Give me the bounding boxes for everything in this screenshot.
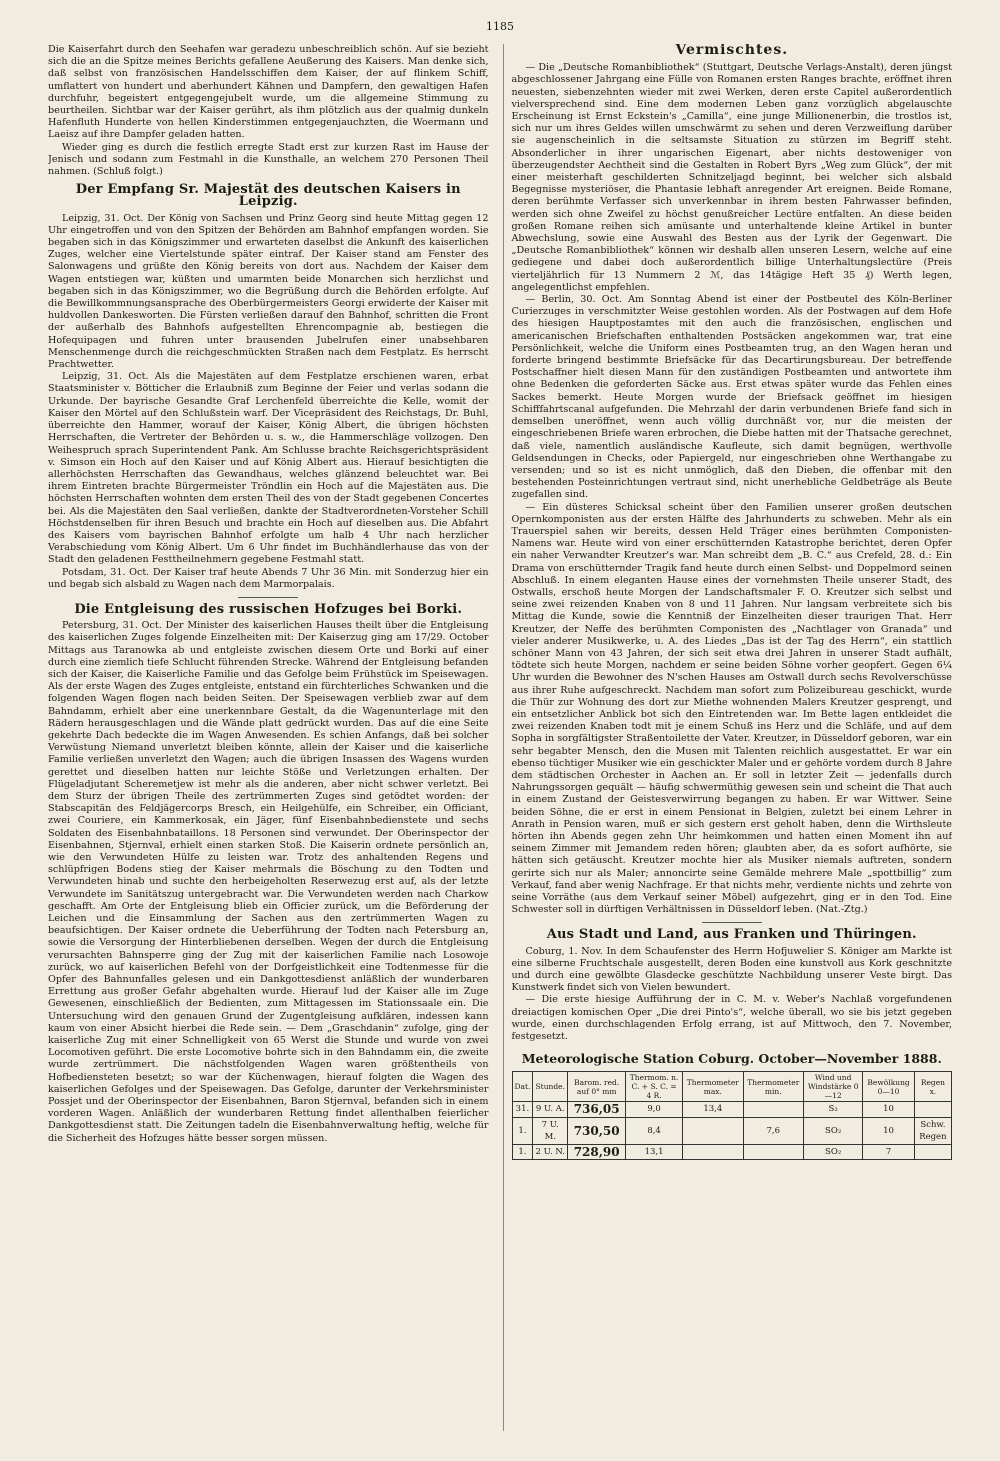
table-header: Thermometer min. [743, 1072, 803, 1102]
headline-borki: Die Entgleisung des russischen Hofzuges bei Borki. [74, 601, 463, 617]
table-row [512, 1102, 952, 1117]
article-paragraph: — Die „Deutsche Romanbibliothek“ (Stuttgart, Deutsche Verlags-Anstalt), deren jüngst abgeschlossener Jahrgang eine Fülle von Romanen ersten Ranges brachte, eröffnet ihren neuesten, siebenzehnten wieder mit zwei Werken, deren erste Capitel außerordentlich vielversprechend sind. Eine dem modernen Leben ganz vorzüglich abgelauschte Erscheinung ist Ernst Eckstein's „Camilla“, eine junge Millionenerbin, die trostlos ist, sich nur um ihres Geldes willen umschwärmt zu sehen und deren Verzweiflung darüber sie augenscheinlich in die seltsamste Situation zu stürzen im Begriff steht. Absonderlicher in ihrer ungarischen Eigenart, aber nichts destoweniger von überzeugendster Aechtheit sind die Gestalten in Robert Byrs „Weg zum Glück“, der mit einer meisterhaft geschilderten Schnitzeljagd beginnt, bei welcher sich alsbald Begegnisse mysteriöser, die Phantasie lebhaft anregender Art ereignen. Beide Romane, deren berühmte Verfasser sich unverkennbar in ihrem besten Fahrwasser befinden, werden sich ohne Zweifel zu höchst genußreicher Lectüre entfalten. An diese beiden großen Romane reihen sich amüsante und unterhaltende kleine Artikel in bunter Abwechslung, sowie eine Auswahl des Besten aus der Lyrik der Gegenwart. Die „Deutsche Romanbibliothek“ können wir deshalb allen unseren Lesern, welche auf eine gediegene und dabei doch außerordentlich billige Unterhaltungslectüre (Preis vierteljährlich für 13 Nummern 2 ℳ, das 14tägige Heft 35 ₰) Werth legen, angelegentlichst empfehlen. [511, 62, 952, 293]
table-header: Bewölkung 0—10 [863, 1072, 914, 1102]
table-header: Regen x. [914, 1072, 951, 1102]
table-cell: 1. [512, 1145, 533, 1160]
table-cell: 736,05 [568, 1102, 626, 1117]
article-paragraph: Leipzig, 31. Oct. Der König von Sachsen und Prinz Georg sind heute Mittag gegen 12 Uhr eingetroffen und von den Spitzen der Behörden am Bahnhof empfangen worden. Sie begaben sich in das Königszimmer und erwarteten daselbst die Ankunft des kaiserlichen Zuges, welcher eine Viertelstunde später eintraf. Der Kaiser stand am Fenster des Salonwagens und grüßte den König bereits von dort aus. Nachdem der Kaiser dem Wagen entstiegen war, küßten und umarmten beide Monarchen sich herzlichst und begaben sich in das Königszimmer, wo die Begrüßung durch die Behörden erfolgte. Auf die Bewillkommnungsansprache des Oberbürgermeisters Georgi erwiderte der Kaiser mit huldvollen Dankesworten. Die Fürsten verließen darauf den Bahnhof, schritten die Front der außerhalb des Bahnhofs aufgestellten Ehrencompagnie ab, bestiegen die Hofequipagen und fuhren unter brausenden Jubelrufen einer unabsehbaren Menschenmenge durch die reichgeschmückten Straßen nach dem Festplatz. Es herrscht Prachtwetter. [48, 212, 489, 371]
table-cell [683, 1145, 744, 1160]
table-cell: 7 U. M. [533, 1117, 568, 1144]
table-header: Dat. [512, 1072, 533, 1102]
table-header: Wind und Windstärke 0—12 [803, 1072, 862, 1102]
divider [238, 597, 298, 598]
columns [48, 44, 952, 1431]
table-cell [743, 1102, 803, 1117]
table-header: Thermometer max. [683, 1072, 744, 1102]
table-cell: 13,1 [626, 1145, 683, 1160]
table-cell: 9 U. A. [533, 1102, 568, 1117]
table-cell: 31. [512, 1102, 533, 1117]
table-cell: 7 [863, 1145, 914, 1160]
weather-table-title: Meteorologische Station Coburg. October—November 1888. [521, 1051, 942, 1067]
article-paragraph: Petersburg, 31. Oct. Der Minister des kaiserlichen Hauses theilt über die Entgleisung des kaiserlichen Zuges folgende Einzelheiten mit: Der Kaiserzug ging am 17/29. October Mittags aus Taranowka ab und entgleiste zwischen diesem Orte und Borki auf einer durch eine ziemlich tiefe Schlucht führenden Strecke. Während der Entgleisung befanden sich der Kaiser, die Kaiserliche Familie und das Gefolge beim Frühstück im Speisewagen. Als der erste Wagen des Zuges entgleiste, entstand ein fürchterliches Schwanken und die folgenden Wagen flogen nach beiden Seiten. Der Speisewagen verblieb zwar auf dem Bahndamm, erhielt aber eine unerkennbare Gestalt, da die Wagenunterlage mit den Rädern herausgeschlagen und die Wände platt gedrückt wurden. Das auf die eine Seite gekehrte Dach bedeckte die im Wagen Anwesenden. Es schien Anfangs, daß bei solcher Verwüstung Niemand unverletzt bleiben könnte, allein der Kaiser und die kaiserliche Familie verließen unverletzt den Wagen; auch die übrigen Insassen des Wagens wurden gerettet und dieselben hatten nur leichte Stöße und Verletzungen erhalten. Der Flügeladjutant Scheremetjew ist mehr als die anderen, aber nicht schwer verletzt. Bei dem Sturz der übrigen Theile des zertrümmerten Zuges sind getödtet worden: der Stabscapitän des Feldjägercorps Bresch, ein Heilgehülfe, ein Schreiber, ein Officiant, zwei Couriere, ein Kammerkosak, ein Jäger, fünf Eisenbahnbedienstete und sechs Soldaten des Eisenbahnbataillons. 18 Personen sind verwundet. Der Oberinspector der Eisenbahnen, Stjernval, erhielt einen starken Stoß. Die Kaiserin ordnete persönlich an, wie den Verwundeten Hülfe zu leisten war. Trotz des anhaltenden Regens und schlüpfrigen Bodens stieg der Kaiser mehrmals die Böschung zu den Todten und Verwundeten hinab und suchte den herbeigeholten Reserwezug erst auf, als der letzte Verwundete im Sanitätszug untergebracht war. Die Verwundeten werden nach Charkow geschafft. Am Orte der Entgleisung blieb ein Officier zurück, um die Beförderung der Leichen und die Einsammlung der Sachen aus den zertrümmerten Wagen zu beaufsichtigen. Der Kaiser ordnete die Ueberführung der Todten nach Petersburg an, sowie die Versorgung der Hinterbliebenen derselben. Wegen der durch die Entgleisung verursachten Bahnsperre ging der Zug mit der kaiserlichen Familie nach Losowoje zurück, wo auf kaiserlichen Befehl von der Dorfgeistlichkeit eine Todtenmesse für die Opfer des Bahnunfalles gelesen und ein Dankgottesdienst anläßlich der wunderbaren Errettung aus großer Gefahr abgehalten wurde. Hierauf lud der Kaiser alle im Zuge Gewesenen, einschließlich der Bedienten, zum Mittagessen im Stationssaale ein. Die Untersuchung wird den genauen Grund der Zugentgleisung aufklären, indessen kann kaum von einer Absicht hierbei die Rede sein. — Dem „Graschdanin“ zufolge, ging der kaiserliche Zug mit einer Schnelligkeit von 65 Werst die Stunde und wurde von zwei Locomotiven geführt. Die erste Locomotive bohrte sich in den Bahndamm ein, die zweite wurde zertrümmert. Die nächstfolgenden Wagen waren größtentheils von Hofbediensteten besetzt; so war der Küchenwagen, hierauf folgten die Wagen des kaiserlichen Gefolges und der Speisewagen. Das Gefolge, darunter der Verkehrsminister Possjet und der Oberinspector der Eisenbahnen, Baron Stjernval, befanden sich in einem vorderen Wagen. Anläßlich der wunderbaren Rettung findet allenthalben feierlicher Dankgottesdienst statt. Die Zeitungen tadeln die Eisenbahnverwaltung heftig, welche für die Sicherheit des Hofzuges hätte besser sorgen müssen. [48, 620, 489, 1144]
article-paragraph: — Ein düsteres Schicksal scheint über den Familien unserer großen deutschen Opernkomponisten aus der ersten Hälfte des Jahrhunderts zu schweben. Mehr als ein Trauerspiel sahen wir bereits, dessen Held Träger eines berühmten Componisten-Namens war. Heute wird von einer erschütternden Katastrophe berichtet, deren Opfer ein naher Verwandter Kreutzer's war. Man schreibt dem „B. C.“ aus Crefeld, 28. d.: Ein Drama von erschütternder Tragik fand heute durch einen Selbst- und Doppelmord seinen Abschluß. In einem eleganten Hause eines der vornehmsten Theile unserer Stadt, des Ostwalls, erschoß heute Morgen der Landschaftsmaler F. O. Kreutzer sich selbst und seine zwei reizenden Knaben von 8 und 11 Jahren. Nur langsam verbreitete sich bis Mittag die Kunde, sowie die Kenntniß der Einzelheiten dieser traurigen That. Herr Kreutzer, der Neffe des berühmten Componisten des „Nachtlager von Granada“ und vieler anderer Musikwerke, u. A. des Liedes „Das ist der Tag des Herrn“, ein stattlich schöner Mann von 43 Jahren, der sich seit etwa drei Jahren in unserer Stadt aufhält, tödtete sich heute Morgen, nachdem er seine beiden Söhne vorher geopfert. Gegen 6¼ Uhr wurden die Bewohner des N'schen Hauses am Ostwall durch sechs Revolverschüsse aus ihrer Ruhe aufgeschreckt. Nachdem man sofort zum Polizeibureau geschickt, wurde die Thür zur Wohnung des dort zur Miethe wohnenden Malers Kreutzer gesprengt, und ein entsetzlicher Anblick bot sich den Eintretenden war. Im Bette lagen entkleidet die zwei reizenden Knaben todt mit je einem Schuß ins Herz und die Schläfe, und auf dem Sopha in sorgfältigster Straßentoilette der Vater. Kreutzer, in Düsseldorf geboren, war ein sehr begabter Mensch, den die Musen mit Talenten reichlich ausgestattet. Er war ein ebenso tüchtiger Musiker wie ein geschickter Maler und er gehörte vordem durch 8 Jahre dem städtischen Orchester in Aachen an. Er soll in letzter Zeit — jedenfalls durch Nahrungssorgen gequält — häufig schwermüthig gewesen sein und scheint die That auch in einem Zustand der Geistesverwirrung begangen zu haben. Er war Wittwer. Seine beiden Söhne, die er erst in einem Pensionat in Belgien, zuletzt bei einem Lehrer in Anrath in Pension waren, muß er sich gestern erst geholt haben, denn die Wirthsleute hörten ihn Abends gegen zehn Uhr heimkommen und hatten einen Moment ihn auf seinem Zimmer mit Jemandem reden hören; glaubten aber, da es sofort aufhörte, sie hätten sich getäuscht. Kreutzer mochte hier als Musiker niemals auftreten, sondern gerirte sich nur als Maler; annoncirte seine Gemälde mehrere Male „spottbillig“ zum Verkauf, fand aber wenig Nachfrage. Er that nichts mehr, verdiente nichts und zehrte von seine Vorräthe (aus dem Verkauf seiner Möbel) aufgezehrt, ging er in den Tod. Eine Schwester soll in dürftigen Verhältnissen in Düsseldorf leben. (Nat.-Ztg.) [511, 501, 952, 916]
table-cell: 13,4 [683, 1102, 744, 1117]
headline-stadt-und-land: Aus Stadt und Land, aus Franken und Thüringen. [546, 927, 917, 943]
divider [702, 922, 762, 923]
weather-table [512, 1071, 953, 1160]
section-title-vermischtes: Vermischtes. [675, 44, 789, 58]
table-row [512, 1117, 952, 1144]
table-cell: 10 [863, 1117, 914, 1144]
table-cell [914, 1145, 951, 1160]
table-cell: 728,90 [568, 1145, 626, 1160]
table-cell: 9,0 [626, 1102, 683, 1117]
right-column [503, 44, 953, 1431]
table-cell: S₂ [803, 1102, 862, 1117]
article-paragraph: Coburg, 1. Nov. In dem Schaufenster des Herrn Hofjuwelier S. Königer am Markte ist eine silberne Fruchtschale ausgestellt, deren Boden eine kunstvoll aus Kork geschnitzte und durch eine gewölbte Glasdecke geschützte Nachbildung unserer Veste birgt. Das Kunstwerk findet sich von Vielen bewundert. [511, 945, 952, 994]
table-cell: SO₂ [803, 1117, 862, 1144]
article-paragraph: Leipzig, 31. Oct. Als die Majestäten auf dem Festplatze erschienen waren, erbat Staatsminister v. Bötticher die Erlaubniß zum Beginne der Feier und verlas sodann die Urkunde. Der bayrische Gesandte Graf Lerchenfeld überreichte die Kelle, womit der Kaiser den Mörtel auf den Schlußstein warf. Der Vicepräsident des Reichstags, Dr. Buhl, überreichte den Hammer, worauf der Kaiser, König Albert, die übrigen höchsten Herrschaften, die Vertreter der Behörden u. s. w., die Hammerschläge vollzogen. Den Weihespruch sprach Superintendent Pank. Am Schlusse brachte Reichsgerichtspräsident v. Simson ein Hoch auf den Kaiser und auf König Albert aus. Hierauf besichtigten die allerhöchsten Herrschaften das Gewandhaus, welches glänzend beleuchtet war. Bei ihrem Eintreten brachte Bürgermeister Tröndlin ein Hoch auf die Majestäten aus. Die höchsten Herrschaften wohnten dem ersten Theil des von der Stadt gegebenen Concertes bei. Als die Majestäten den Saal verließen, dankte der Stadtverordneten-Vorsteher Schill Höchstdenselben für ihren Besuch und brachte ein Hoch auf dieselben aus. Die Abfahrt des Kaisers vom bayrischen Bahnhof erfolgte um halb 4 Uhr nach herzlicher Verabschiedung vom König Albert. Um 6 Uhr findet im Buchhändlerhause das von der Stadt den geladenen Festtheilnehmern gegebene Festmahl statt. [48, 371, 489, 566]
table-cell: 730,50 [568, 1117, 626, 1144]
table-cell [683, 1117, 744, 1144]
article-paragraph: — Berlin, 30. Oct. Am Sonntag Abend ist einer der Postbeutel des Köln-Berliner Curierzuges in verschmitzter Weise gestohlen worden. Als der Postwagen auf dem Hofe des hiesigen Hauptpostamtes mit den auch die französischen, englischen und americanischen Briefschaften enthaltenden Postsäcken angekommen war, trat eine Persönlichkeit, welche die Uniform eines Postbeamten trug, an den Wagen heran und forderte bringend bestimmte Briefsäcke für das Decartirungsbureau. Der betreffende Postschaffner hielt diesen Mann für den zuständigen Postbeamten und antwortete ihm ohne Bedenken die geforderten Säcke aus. Erst etwas später wurde das Fehlen eines Sackes bemerkt. Heute Morgen wurde der Briefsack geöffnet im hiesigen Schifffahrtscanal aufgefunden. Die Mehrzahl der darin verbundenen Briefe fand sich in demselben uneröffnet, wenn auch völlig durchnäßt vor, nur die meisten der eingeschriebenen Briefe waren erbrochen, die Diebe hatten mit der Thatsache gerechnet, daß viele, namentlich ausländische Kaufleute, sich damit begnügen, werthvolle Geldsendungen in Checks, oder Papiergeld, nur eingeschrieben ohne Werthangabe zu versenden; und so ist es nicht unmöglich, daß den Dieben, die offenbar mit den bestehenden Posteinrichtungen vertraut sind, nicht unerhebliche Geldbeträge als Beute zugefallen sind. [511, 294, 952, 501]
table-cell: Schw. Regen [914, 1117, 951, 1144]
article-paragraph: — Die erste hiesige Aufführung der in C. M. v. Weber's Nachlaß vorgefundenen dreiactigen komischen Oper „Die drei Pinto's“, welche überall, wo sie bis jetzt gegeben wurde, einen durchschlagenden Erfolg errang, ist auf Mittwoch, den 7. November, festgesetzt. [511, 994, 952, 1043]
intro-paragraph: Wieder ging es durch die festlich erregte Stadt erst zur kurzen Rast im Hause der Jenisch und sodann zum Festmahl in die Kunsthalle, an welchem 270 Personen Theil nahmen. (Schluß folgt.) [48, 141, 489, 178]
table-header-row [512, 1072, 952, 1102]
table-header: Barom. red. auf 0° mm [568, 1072, 626, 1102]
table-cell [743, 1145, 803, 1160]
left-column [48, 44, 489, 1431]
table-row [512, 1145, 952, 1160]
table-cell: 1. [512, 1117, 533, 1144]
table-header: Stunde. [533, 1072, 568, 1102]
intro-paragraph: Die Kaiserfahrt durch den Seehafen war geradezu unbeschreiblich schön. Auf sie bezieht sich die an die Spitze meines Berichts gefallene Aeußerung des Kaisers. Man denke sich, daß selbst von französischen Handelsschiffen dem Kaiser, der auf flinkem Schiff, umflattert von hundert und aberhundert Kähnen und Dampfern, den gewaltigen Hafen durchfuhr, begeistert entgegengejubelt wurde, um die allgemeine Stimmung zu beurtheilen. Sichtbar war der Kaiser gerührt, als ihm plötzlich aus der qualmig dunkeln Hafenfluth Hunderte von hellen Kinderstimmen entgegenjauchzten, die Woermann und Laeisz auf ihre Dampfer geladen hatten. [48, 44, 489, 141]
page-number: 1185 [486, 20, 514, 33]
article-paragraph: Potsdam, 31. Oct. Der Kaiser traf heute Abends 7 Uhr 36 Min. mit Sonderzug hier ein und begab sich alsbald zu Wagen nach dem Marmorpalais. [48, 566, 489, 590]
table-cell: 2 U. N. [533, 1145, 568, 1160]
table-cell: 8,4 [626, 1117, 683, 1144]
table-cell: SO₂ [803, 1145, 862, 1160]
headline-empfang: Der Empfang Sr. Majestät des deutschen Kaisers in Leipzig. [75, 182, 461, 210]
table-cell [914, 1102, 951, 1117]
table-cell: 10 [863, 1102, 914, 1117]
table-cell: 7,6 [743, 1117, 803, 1144]
table-header: Thermom. n. C. + S. C. = 4 R. [626, 1072, 683, 1102]
